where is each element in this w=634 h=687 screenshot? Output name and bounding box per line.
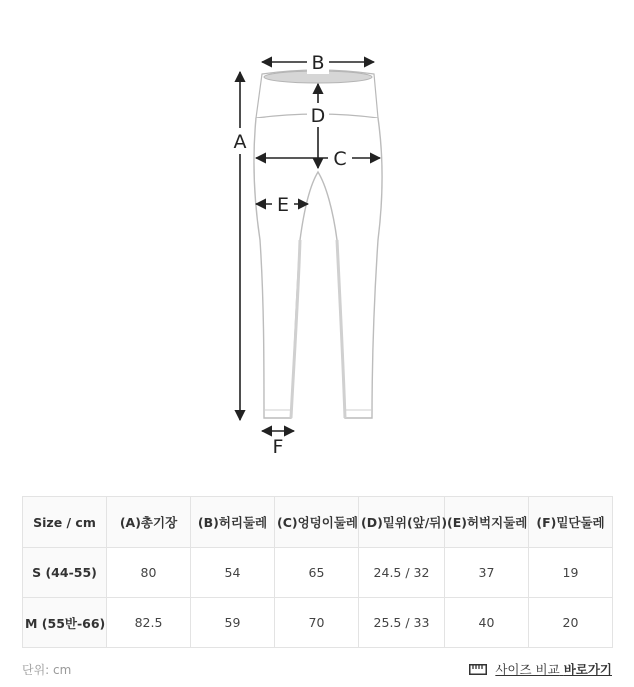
column-header: (C)엉덩이둘레: [275, 497, 359, 548]
table-cell: 19: [529, 548, 613, 598]
unit-note: 단위: cm: [22, 663, 72, 677]
size-compare-label[interactable]: 사이즈 비교: [495, 662, 560, 677]
label-c: C: [333, 148, 347, 170]
table-cell: 70: [275, 598, 359, 648]
table-cell: 82.5: [107, 598, 191, 648]
table-cell: 80: [107, 548, 191, 598]
table-header-row: [23, 497, 613, 548]
label-d: D: [310, 105, 326, 127]
column-header: (D)밑위(앞/뒤): [359, 497, 445, 548]
column-header: (E)허벅지둘레: [445, 497, 529, 548]
column-header: (B)허리둘레: [191, 497, 275, 548]
column-header: (A)총기장: [107, 497, 191, 548]
table-cell: 37: [445, 548, 529, 598]
table-cell: 40: [445, 598, 529, 648]
column-header: Size / cm: [23, 497, 107, 548]
size-cell: S (44-55): [23, 548, 107, 598]
table-cell: 20: [529, 598, 613, 648]
table-row: [23, 598, 613, 648]
table-cell: 24.5 / 32: [359, 548, 445, 598]
size-table: [22, 496, 613, 648]
size-compare-link[interactable]: [469, 660, 612, 678]
ruler-icon: [469, 664, 487, 675]
size-cell: M (55반-66): [23, 598, 107, 648]
label-b: B: [311, 52, 325, 74]
label-a: A: [233, 131, 247, 153]
table-row: [23, 548, 613, 598]
table-cell: 54: [191, 548, 275, 598]
table-cell: 59: [191, 598, 275, 648]
label-e: E: [276, 194, 290, 216]
table-cell: 65: [275, 548, 359, 598]
go-link-label[interactable]: 바로가기: [563, 662, 612, 677]
label-f: F: [272, 436, 284, 458]
table-cell: 25.5 / 33: [359, 598, 445, 648]
column-header: (F)밑단둘레: [529, 497, 613, 548]
